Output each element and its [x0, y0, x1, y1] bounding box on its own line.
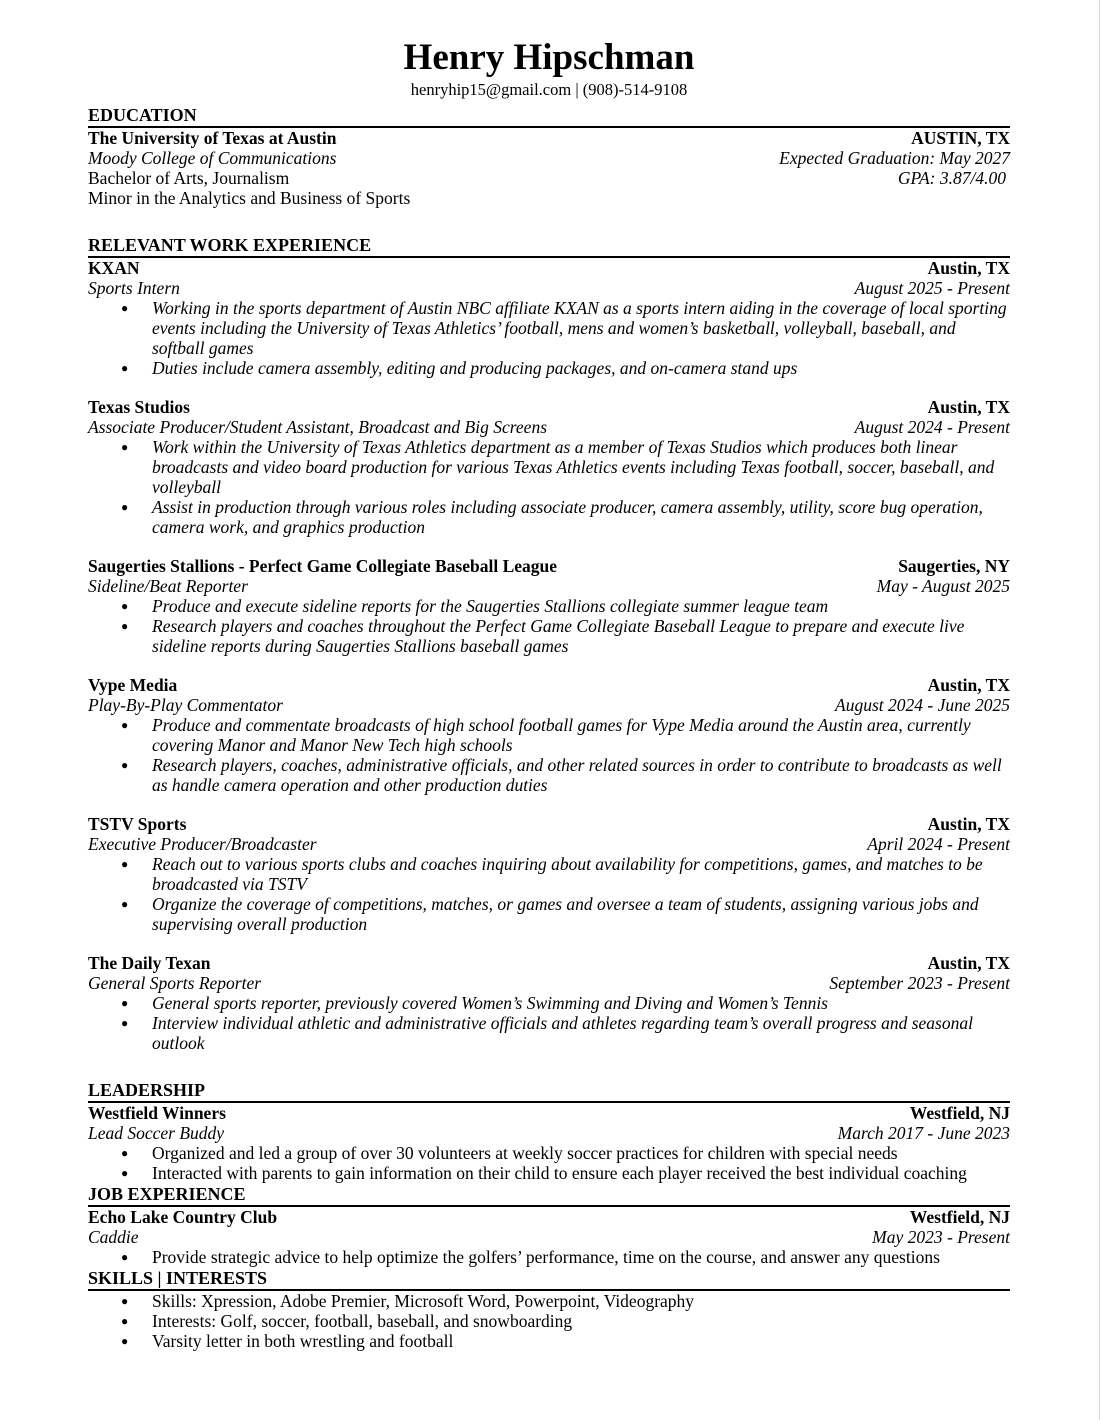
bullet-item: ● Research players and coaches throughout the Perfect Game Collegiate Baseball League to prepare and execute live sideline reports during Saugerties Stallions baseball games — [88, 616, 1010, 656]
role-title: Caddie — [88, 1227, 139, 1247]
org-name: Westfield Winners — [88, 1103, 226, 1123]
job-bullets — [88, 1247, 1010, 1267]
entry-subheader — [88, 695, 1010, 715]
org-location: Austin, TX — [927, 675, 1010, 695]
org-name: TSTV Sports — [88, 814, 187, 834]
org-name: Echo Lake Country Club — [88, 1207, 278, 1227]
bullet-item: ● Varsity letter in both wrestling and football — [88, 1331, 1010, 1351]
degree: Bachelor of Arts, Journalism — [88, 168, 290, 188]
org-location: Saugerties, NY — [898, 556, 1010, 576]
bullet-item: ● Duties include camera assembly, editing and producing packages, and on-camera stand ups — [88, 358, 1010, 378]
section-job-title: JOB EXPERIENCE — [88, 1183, 1010, 1207]
entry-subheader — [88, 973, 1010, 993]
org-location: Westfield, NJ — [909, 1207, 1010, 1227]
entry-header — [88, 258, 1010, 278]
org-location: Austin, TX — [927, 814, 1010, 834]
date-range: August 2024 - Present — [854, 417, 1010, 437]
bullet-item: ● Work within the University of Texas Athletics department as a member of Texas Studios which produces both linear broadcasts and video board production for various Texas Athletics events including Texas football, soccer, baseball, and volleyball — [88, 437, 1010, 497]
entry-bullets — [88, 993, 1010, 1053]
entry-header — [88, 953, 1010, 973]
leadership-bullets — [88, 1143, 1010, 1183]
education-college-row — [88, 148, 1010, 168]
resume-content — [88, 36, 1010, 1351]
skills-bullets — [88, 1291, 1010, 1351]
education-degree-row — [88, 168, 1010, 188]
role-title: Lead Soccer Buddy — [88, 1123, 225, 1143]
bullet-item: ● Provide strategic advice to help optimize the golfers’ performance, time on the course, and answer any questions — [88, 1247, 1010, 1267]
org-name: The Daily Texan — [88, 953, 211, 973]
entry-header — [88, 1103, 1010, 1123]
entry-bullets — [88, 596, 1010, 656]
college-name: Moody College of Communications — [88, 148, 337, 168]
date-range: March 2017 - June 2023 — [837, 1123, 1010, 1143]
role-title: Executive Producer/Broadcaster — [88, 834, 317, 854]
section-work-title: RELEVANT WORK EXPERIENCE — [88, 234, 1010, 258]
bullet-item: ● General sports reporter, previously covered Women’s Swimming and Diving and Women’s Tennis — [88, 993, 1010, 1013]
graduation-date: Expected Graduation: May 2027 — [779, 148, 1010, 168]
entry-bullets — [88, 715, 1010, 795]
date-range: May 2023 - Present — [872, 1227, 1010, 1247]
entry-subheader — [88, 576, 1010, 596]
school-location: AUSTIN, TX — [911, 128, 1010, 148]
education-minor-row — [88, 188, 1010, 208]
bullet-item: ● Research players, coaches, administrative officials, and other related sources in order to contribute to broadcasts as well as handle camera operation and other production duties — [88, 755, 1010, 795]
entry-header — [88, 1207, 1010, 1227]
section-education-title: EDUCATION — [88, 104, 1010, 128]
date-range: August 2024 - June 2025 — [835, 695, 1010, 715]
candidate-name: Henry Hipschman — [403, 37, 695, 78]
org-name: KXAN — [88, 258, 140, 278]
school-name: The University of Texas at Austin — [88, 128, 337, 148]
bullet-item: ● Produce and commentate broadcasts of high school football games for Vype Media around the Austin area, currently covering Manor and Manor New Tech high schools — [88, 715, 1010, 755]
entry-bullets — [88, 298, 1010, 378]
bullet-item: ● Organize the coverage of competitions, matches, or games and oversee a team of students, assigning various jobs and supervising overall production — [88, 894, 1010, 934]
org-location: Westfield, NJ — [909, 1103, 1010, 1123]
org-name: Texas Studios — [88, 397, 190, 417]
bullet-item: ● Interests: Golf, soccer, football, baseball, and snowboarding — [88, 1311, 1010, 1331]
section-leadership-title: LEADERSHIP — [88, 1079, 1010, 1103]
bullet-item: ● Skills: Xpression, Adobe Premier, Microsoft Word, Powerpoint, Videography — [88, 1291, 1010, 1311]
role-title: Play-By-Play Commentator — [88, 695, 283, 715]
work-entry — [88, 556, 1010, 656]
entry-subheader — [88, 834, 1010, 854]
org-location: Austin, TX — [927, 397, 1010, 417]
section-skills-title: SKILLS | INTERESTS — [88, 1267, 1010, 1291]
date-range: May - August 2025 — [876, 576, 1010, 596]
date-range: September 2023 - Present — [829, 973, 1010, 993]
role-title: General Sports Reporter — [88, 973, 262, 993]
entry-subheader — [88, 1123, 1010, 1143]
entry-subheader — [88, 1227, 1010, 1247]
entry-bullets — [88, 854, 1010, 934]
role-title: Sideline/Beat Reporter — [88, 576, 248, 596]
bullet-item: ● Organized and led a group of over 30 volunteers at weekly soccer practices for children with special needs — [88, 1143, 1010, 1163]
org-name: Saugerties Stallions - Perfect Game Collegiate Baseball League — [88, 556, 558, 576]
entry-header — [88, 675, 1010, 695]
entry-header — [88, 556, 1010, 576]
work-list — [88, 258, 1010, 1053]
bullet-item: ● Assist in production through various roles including associate producer, camera assembly, utility, score bug operation, camera work, and graphics production — [88, 497, 1010, 537]
work-entry — [88, 258, 1010, 378]
date-range: April 2024 - Present — [867, 834, 1010, 854]
work-entry — [88, 397, 1010, 537]
bullet-item: ● Produce and execute sideline reports for the Saugerties Stallions collegiate summer league team — [88, 596, 1010, 616]
entry-subheader — [88, 417, 1010, 437]
org-name: Vype Media — [88, 675, 178, 695]
date-range: August 2025 - Present — [854, 278, 1010, 298]
bullet-item: ● Interview individual athletic and administrative officials and athletes regarding team’s overall progress and seasonal outlook — [88, 1013, 1010, 1053]
bullet-item: ● Interacted with parents to gain information on their child to ensure each player received the best individual coaching — [88, 1163, 1010, 1183]
role-title: Sports Intern — [88, 278, 180, 298]
contact-info: henryhip15@gmail.com | (908)-514-9108 — [410, 80, 688, 99]
org-location: Austin, TX — [927, 953, 1010, 973]
work-entry — [88, 814, 1010, 934]
work-entry — [88, 953, 1010, 1053]
entry-bullets — [88, 437, 1010, 537]
org-location: Austin, TX — [927, 258, 1010, 278]
entry-header — [88, 397, 1010, 417]
minor: Minor in the Analytics and Business of Sports — [88, 188, 411, 208]
gpa: GPA: 3.87/4.00 — [897, 168, 1006, 188]
bullet-item: ● Reach out to various sports clubs and coaches inquiring about availability for competitions, games, and matches to be broadcasted via TSTV — [88, 854, 1010, 894]
education-header — [88, 128, 1010, 148]
entry-header — [88, 814, 1010, 834]
role-title: Associate Producer/Student Assistant, Broadcast and Big Screens — [88, 417, 547, 437]
entry-subheader — [88, 278, 1010, 298]
bullet-item: ● Working in the sports department of Austin NBC affiliate KXAN as a sports intern aiding in the coverage of local sporting events including the University of Texas Athletics’ football, mens and women’s basketball, volleyball, baseball, and softball games — [88, 298, 1010, 358]
work-entry — [88, 675, 1010, 795]
